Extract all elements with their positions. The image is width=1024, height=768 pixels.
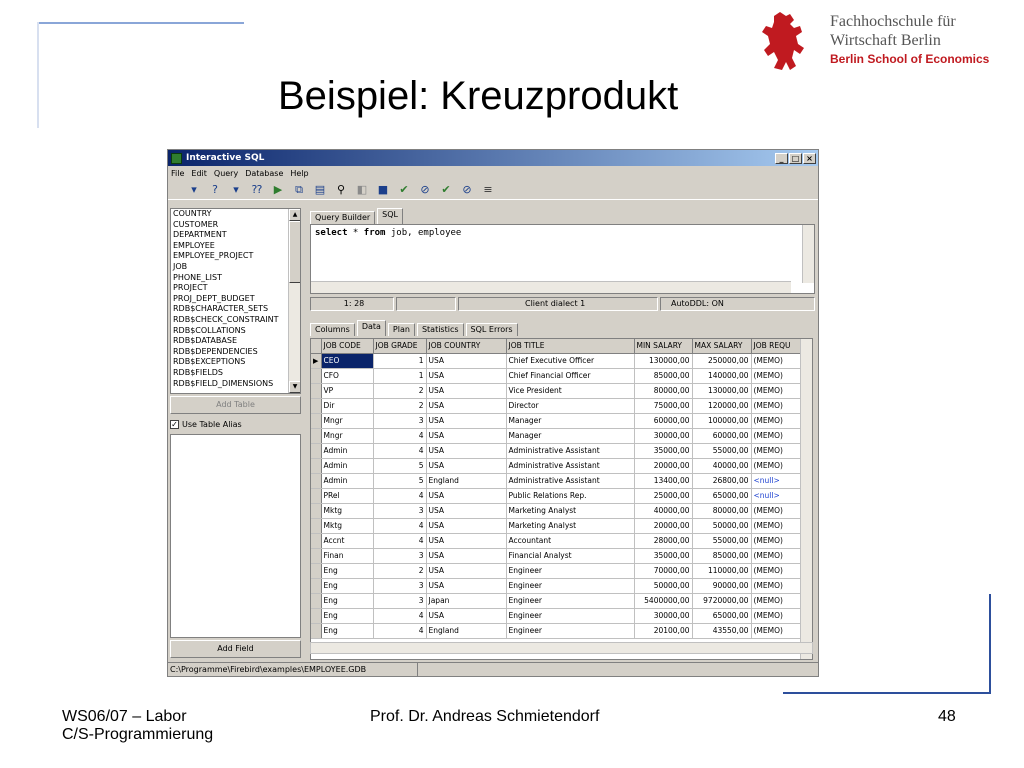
table-row[interactable] <box>311 443 801 458</box>
table-cell[interactable]: (MEMO) <box>751 533 801 548</box>
checkbox-checked-icon[interactable]: ✓ <box>171 419 178 429</box>
table-cell[interactable]: 130000,00 <box>634 353 692 368</box>
table-cell[interactable]: USA <box>426 518 506 533</box>
decorative-line-top <box>38 22 244 24</box>
table-cell[interactable]: Admin <box>321 458 373 473</box>
row-indicator <box>311 428 321 443</box>
decorative-line-bottom <box>783 692 991 694</box>
tab-data[interactable]: Data <box>357 320 386 336</box>
sql-tables: job, employee <box>385 228 462 238</box>
table-cell[interactable]: 4 <box>373 518 426 533</box>
table-list-item[interactable]: EMPLOYEE <box>173 240 215 250</box>
table-cell[interactable]: USA <box>426 398 506 413</box>
sql-editor[interactable] <box>310 224 815 294</box>
table-cell[interactable]: 25000,00 <box>634 488 692 503</box>
table-cell[interactable]: Mngr <box>321 428 373 443</box>
table-row[interactable] <box>311 623 801 638</box>
row-indicator <box>311 488 321 503</box>
table-cell[interactable]: 2 <box>373 398 426 413</box>
table-list-item[interactable]: RDB$DATABASE <box>173 336 237 346</box>
table-cell[interactable]: 1 <box>373 353 426 368</box>
table-list-item[interactable]: PHONE_LIST <box>173 272 222 282</box>
table-cell[interactable]: Administrative Assistant <box>506 473 634 488</box>
decorative-line-right <box>989 594 991 694</box>
table-cell[interactable]: USA <box>426 458 506 473</box>
row-indicator <box>311 623 321 638</box>
table-cell[interactable]: 20000,00 <box>634 518 692 533</box>
tab-columns[interactable]: Columns <box>310 323 355 336</box>
maximize-button[interactable]: □ <box>789 153 802 164</box>
footer-course <box>62 708 213 744</box>
grid-header-row <box>311 339 801 353</box>
table-row[interactable] <box>311 458 801 473</box>
berlin-bear-logo-icon <box>760 10 806 74</box>
table-cell[interactable]: (MEMO) <box>751 398 801 413</box>
row-indicator <box>311 383 321 398</box>
sql-star: * <box>347 228 364 238</box>
table-row[interactable] <box>311 428 801 443</box>
table-cell[interactable]: 3 <box>373 503 426 518</box>
table-cell[interactable]: Mktg <box>321 518 373 533</box>
table-cell[interactable]: 85000,00 <box>692 548 751 563</box>
table-cell[interactable]: USA <box>426 383 506 398</box>
table-cell[interactable]: 2 <box>373 383 426 398</box>
table-cell[interactable]: 85000,00 <box>634 368 692 383</box>
menu-file[interactable]: File <box>171 168 185 178</box>
table-row[interactable] <box>311 503 801 518</box>
tab-sql-errors[interactable]: SQL Errors <box>466 323 518 336</box>
row-indicator <box>311 413 321 428</box>
table-cell[interactable]: <null> <box>751 473 801 488</box>
table-cell[interactable]: <null> <box>751 488 801 503</box>
query-dropdown-icon[interactable]: ▾ <box>233 183 239 196</box>
table-cell[interactable]: Engineer <box>506 563 634 578</box>
window-title: Interactive SQL <box>186 153 265 163</box>
table-cell[interactable]: Administrative Assistant <box>506 443 634 458</box>
field-list[interactable] <box>170 434 301 638</box>
table-cell[interactable]: 3 <box>373 578 426 593</box>
save-icon[interactable]: ■ <box>377 183 389 196</box>
scroll-up-icon[interactable]: ▲ <box>289 209 301 221</box>
row-indicator <box>311 593 321 608</box>
table-cell[interactable]: Eng <box>321 608 373 623</box>
row-indicator <box>311 398 321 413</box>
table-cell[interactable]: England <box>426 623 506 638</box>
table-cell[interactable]: 35000,00 <box>634 443 692 458</box>
table-cell[interactable]: 3 <box>373 593 426 608</box>
menu-query[interactable]: Query <box>213 168 239 178</box>
table-list-item[interactable]: RDB$FIELD_DIMENSIONS <box>173 378 274 388</box>
table-cell[interactable]: 65000,00 <box>692 488 751 503</box>
table-list-item[interactable]: JOB <box>173 261 188 271</box>
sql-keyword-select: select <box>315 228 348 238</box>
table-cell[interactable]: 5 <box>373 473 426 488</box>
table-list-scrollbar[interactable] <box>288 209 300 393</box>
grid-corner <box>311 339 321 353</box>
row-indicator <box>311 458 321 473</box>
table-cell[interactable]: Public Relations Rep. <box>506 488 634 503</box>
table-cell[interactable]: 3 <box>373 413 426 428</box>
table-cell[interactable]: 2 <box>373 563 426 578</box>
slide-title: Beispiel: Kreuzprodukt <box>278 74 679 118</box>
table-cell[interactable]: PRel <box>321 488 373 503</box>
table-cell[interactable]: Engineer <box>506 608 634 623</box>
menu-database[interactable]: Database <box>245 168 284 178</box>
row-indicator <box>311 473 321 488</box>
decorative-line-left <box>37 22 39 128</box>
table-cell[interactable]: Japan <box>426 593 506 608</box>
table-cell[interactable]: 80000,00 <box>634 383 692 398</box>
table-cell[interactable]: Financial Analyst <box>506 548 634 563</box>
row-indicator <box>311 368 321 383</box>
add-table-button[interactable]: Add Table <box>170 396 301 414</box>
table-cell[interactable]: Admin <box>321 473 373 488</box>
editor-status-row <box>310 297 815 311</box>
table-cell[interactable]: USA <box>426 368 506 383</box>
table-cell[interactable]: CFO <box>321 368 373 383</box>
table-cell[interactable]: (MEMO) <box>751 443 801 458</box>
scroll-down-icon[interactable]: ▼ <box>289 381 301 393</box>
column-header[interactable]: MIN SALARY <box>634 339 692 353</box>
app-icon <box>171 153 182 164</box>
copy-icon[interactable]: ⧉ <box>295 182 303 196</box>
tab-sql[interactable]: SQL <box>377 208 403 224</box>
commit-icon[interactable]: ✔ <box>399 183 409 196</box>
page-number: 48 <box>938 708 956 725</box>
table-cell[interactable]: Mngr <box>321 413 373 428</box>
table-list-item[interactable]: RDB$COLLATIONS <box>173 325 246 335</box>
table-cell[interactable]: Vice President <box>506 383 634 398</box>
table-list-item[interactable]: RDB$EXCEPTIONS <box>173 357 246 367</box>
table-cell[interactable]: Admin <box>321 443 373 458</box>
table-cell[interactable]: Manager <box>506 428 634 443</box>
table-cell[interactable]: 50000,00 <box>634 578 692 593</box>
find-icon[interactable]: ⚲ <box>336 183 346 196</box>
table-cell[interactable]: 110000,00 <box>692 563 751 578</box>
table-cell[interactable]: USA <box>426 563 506 578</box>
table-cell[interactable]: Administrative Assistant <box>506 458 634 473</box>
plan-icon[interactable]: ⁇ <box>251 183 263 196</box>
table-cell[interactable]: Engineer <box>506 623 634 638</box>
table-row[interactable] <box>311 398 801 413</box>
table-cell[interactable]: CEO <box>321 353 373 368</box>
table-cell[interactable]: Accnt <box>321 533 373 548</box>
table-row[interactable] <box>311 593 801 608</box>
menu-bar <box>168 166 818 180</box>
status-empty-cell <box>396 297 456 311</box>
toolbar <box>168 180 818 200</box>
table-list[interactable] <box>170 208 301 394</box>
table-cell[interactable]: (MEMO) <box>751 578 801 593</box>
add-field-button[interactable]: Add Field <box>170 640 301 658</box>
table-cell[interactable]: USA <box>426 443 506 458</box>
table-cell[interactable]: 4 <box>373 443 426 458</box>
school-line-1: Fachhochschule für <box>830 13 956 30</box>
row-indicator <box>311 548 321 563</box>
table-list-item[interactable]: COUNTRY <box>173 209 212 218</box>
open-icon[interactable]: ◧ <box>356 183 368 196</box>
table-cell[interactable]: 60000,00 <box>692 428 751 443</box>
client-dialect: Client dialect 1 <box>458 297 658 311</box>
table-cell[interactable]: USA <box>426 578 506 593</box>
table-cell[interactable]: (MEMO) <box>751 368 801 383</box>
data-grid[interactable] <box>310 338 813 660</box>
table-cell[interactable]: 40000,00 <box>692 458 751 473</box>
table-cell[interactable]: USA <box>426 413 506 428</box>
footer-course-name: C/S-Programmierung <box>62 726 214 743</box>
table-cell[interactable]: USA <box>426 533 506 548</box>
row-indicator <box>311 443 321 458</box>
table-row[interactable] <box>311 518 801 533</box>
table-list-item[interactable]: RDB$CHARACTER_SETS <box>173 304 269 314</box>
table-row[interactable] <box>311 368 801 383</box>
table-cell[interactable]: Mktg <box>321 503 373 518</box>
table-cell[interactable]: 5400000,00 <box>634 593 692 608</box>
use-table-alias-label: Use Table Alias <box>182 419 242 429</box>
status-bar <box>168 662 818 676</box>
table-row[interactable] <box>311 563 801 578</box>
rollback-all-icon[interactable]: ⊘ <box>462 183 472 196</box>
table-cell[interactable]: 130000,00 <box>692 383 751 398</box>
options-icon[interactable]: ≡ <box>483 183 493 196</box>
use-table-alias-option[interactable] <box>170 417 301 431</box>
table-row[interactable] <box>311 533 801 548</box>
row-indicator <box>311 608 321 623</box>
table-list-item[interactable]: EMPLOYEE_PROJECT <box>173 251 254 261</box>
table-cell[interactable]: 60000,00 <box>634 413 692 428</box>
table-cell[interactable]: England <box>426 473 506 488</box>
table-cell[interactable]: Chief Executive Officer <box>506 353 634 368</box>
table-cell[interactable]: 4 <box>373 428 426 443</box>
table-list-item[interactable]: RDB$DEPENDENCIES <box>173 346 258 356</box>
minimize-button[interactable]: _ <box>775 153 788 164</box>
table-cell[interactable]: (MEMO) <box>751 503 801 518</box>
table-cell[interactable]: 28000,00 <box>634 533 692 548</box>
table-cell[interactable]: USA <box>426 428 506 443</box>
table-cell[interactable]: Eng <box>321 623 373 638</box>
table-list-item[interactable]: RDB$FIELDS <box>173 367 224 377</box>
table-cell[interactable]: VP <box>321 383 373 398</box>
table-cell[interactable]: USA <box>426 353 506 368</box>
table-cell[interactable]: 30000,00 <box>634 428 692 443</box>
column-header[interactable]: JOB CODE <box>321 339 373 353</box>
table-cell[interactable]: 35000,00 <box>634 548 692 563</box>
table-list-item[interactable]: CUSTOMER <box>173 219 219 229</box>
table-cell[interactable]: (MEMO) <box>751 458 801 473</box>
sql-keyword-from: from <box>363 228 386 238</box>
commit-all-icon[interactable]: ✔ <box>441 183 451 196</box>
table-cell[interactable]: 70000,00 <box>634 563 692 578</box>
table-cell[interactable]: Finan <box>321 548 373 563</box>
table-cell[interactable]: 120000,00 <box>692 398 751 413</box>
table-cell[interactable]: 43550,00 <box>692 623 751 638</box>
table-cell[interactable]: Dir <box>321 398 373 413</box>
interactive-sql-window <box>167 149 819 677</box>
sql-tabs <box>310 208 403 224</box>
table-cell[interactable]: (MEMO) <box>751 428 801 443</box>
table-cell[interactable]: USA <box>426 608 506 623</box>
scroll-thumb[interactable] <box>289 221 301 283</box>
school-name <box>830 12 989 69</box>
row-indicator <box>311 503 321 518</box>
table-cell[interactable]: (MEMO) <box>751 518 801 533</box>
table-cell[interactable]: 4 <box>373 608 426 623</box>
result-tabs <box>310 320 518 336</box>
paste-icon[interactable]: ▤ <box>314 183 326 196</box>
footer-semester: WS06/07 – Labor <box>62 708 187 725</box>
table-cell[interactable]: 250000,00 <box>692 353 751 368</box>
column-header[interactable]: JOB COUNTRY <box>426 339 506 353</box>
table-cell[interactable]: 90000,00 <box>692 578 751 593</box>
column-header[interactable]: MAX SALARY <box>692 339 751 353</box>
close-button[interactable]: × <box>803 153 816 164</box>
table-cell[interactable]: (MEMO) <box>751 353 801 368</box>
table-cell[interactable]: (MEMO) <box>751 623 801 638</box>
table-row[interactable] <box>311 353 801 368</box>
grid-horizontal-scrollbar[interactable] <box>310 642 813 654</box>
table-cell[interactable]: (MEMO) <box>751 563 801 578</box>
table-cell[interactable]: 4 <box>373 488 426 503</box>
table-cell[interactable]: (MEMO) <box>751 593 801 608</box>
database-path: C:\Programme\Firebird\examples\EMPLOYEE.GDB <box>168 663 418 676</box>
menu-edit[interactable]: Edit <box>191 168 207 178</box>
table-cell[interactable]: Engineer <box>506 578 634 593</box>
school-line-3: Berlin School of Economics <box>830 52 990 66</box>
rollback-icon[interactable]: ⊘ <box>420 183 430 196</box>
table-cell[interactable]: (MEMO) <box>751 383 801 398</box>
grid-vertical-scrollbar[interactable] <box>800 339 812 659</box>
table-cell[interactable]: 75000,00 <box>634 398 692 413</box>
table-row[interactable] <box>311 413 801 428</box>
table-cell[interactable]: 30000,00 <box>634 608 692 623</box>
table-cell[interactable]: 65000,00 <box>692 608 751 623</box>
table-row[interactable] <box>311 608 801 623</box>
dropdown-arrow-icon[interactable]: ▾ <box>191 183 197 196</box>
menu-help[interactable]: Help <box>290 168 309 178</box>
sql-vertical-scrollbar[interactable] <box>802 225 814 283</box>
table-cell[interactable]: Marketing Analyst <box>506 518 634 533</box>
table-cell[interactable]: Chief Financial Officer <box>506 368 634 383</box>
table-cell[interactable]: Director <box>506 398 634 413</box>
table-row[interactable] <box>311 473 801 488</box>
table-row[interactable] <box>311 578 801 593</box>
table-cell[interactable]: 55000,00 <box>692 443 751 458</box>
window-titlebar[interactable] <box>168 150 818 166</box>
table-cell[interactable]: (MEMO) <box>751 413 801 428</box>
table-cell[interactable]: 55000,00 <box>692 533 751 548</box>
table-list-item[interactable]: PROJ_DEPT_BUDGET <box>173 293 255 303</box>
column-header[interactable]: JOB REQU <box>751 339 801 353</box>
table-cell[interactable]: Eng <box>321 563 373 578</box>
autoddl-status: AutoDDL: ON <box>660 297 815 311</box>
run-icon[interactable]: ▶ <box>273 183 283 196</box>
table-cell[interactable]: Eng <box>321 578 373 593</box>
table-cell[interactable]: Engineer <box>506 593 634 608</box>
sql-horizontal-scrollbar[interactable] <box>311 281 791 293</box>
table-cell[interactable]: 80000,00 <box>692 503 751 518</box>
footer-author: Prof. Dr. Andreas Schmietendorf <box>370 708 600 725</box>
school-line-2: Wirtschaft Berlin <box>830 32 941 49</box>
table-cell[interactable]: Eng <box>321 593 373 608</box>
table-cell[interactable]: 100000,00 <box>692 413 751 428</box>
table-row[interactable] <box>311 548 801 563</box>
table-cell[interactable]: 40000,00 <box>634 503 692 518</box>
table-list-item[interactable]: PROJECT <box>173 283 208 293</box>
cursor-position: 1: 28 <box>310 297 394 311</box>
table-row[interactable] <box>311 488 801 503</box>
table-list-item[interactable]: DEPARTMENT <box>173 230 227 240</box>
table-cell[interactable]: 20100,00 <box>634 623 692 638</box>
table-cell[interactable]: USA <box>426 503 506 518</box>
tab-plan[interactable]: Plan <box>388 323 415 336</box>
table-list-item[interactable]: RDB$CHECK_CONSTRAINT <box>173 314 279 324</box>
table-row[interactable] <box>311 383 801 398</box>
sql-text <box>311 225 814 241</box>
row-indicator <box>311 563 321 578</box>
table-cell[interactable]: 4 <box>373 533 426 548</box>
table-cell[interactable]: 20000,00 <box>634 458 692 473</box>
column-header[interactable]: JOB TITLE <box>506 339 634 353</box>
table-cell[interactable]: 5 <box>373 458 426 473</box>
column-header[interactable]: JOB GRADE <box>373 339 426 353</box>
table-cell[interactable]: 4 <box>373 623 426 638</box>
row-indicator <box>311 578 321 593</box>
table-cell[interactable]: 50000,00 <box>692 518 751 533</box>
table-cell[interactable]: 9720000,00 <box>692 593 751 608</box>
table-cell[interactable]: 3 <box>373 548 426 563</box>
table-cell[interactable]: Marketing Analyst <box>506 503 634 518</box>
query-icon[interactable]: ? <box>212 183 218 196</box>
table-cell[interactable]: (MEMO) <box>751 548 801 563</box>
table-cell[interactable]: 13400,00 <box>634 473 692 488</box>
tab-statistics[interactable]: Statistics <box>417 323 464 336</box>
table-cell[interactable]: 26800,00 <box>692 473 751 488</box>
current-row-indicator-icon: ▶ <box>311 353 321 368</box>
table-cell[interactable]: 140000,00 <box>692 368 751 383</box>
row-indicator <box>311 533 321 548</box>
table-cell[interactable]: Manager <box>506 413 634 428</box>
table-cell[interactable]: USA <box>426 548 506 563</box>
table-cell[interactable]: (MEMO) <box>751 608 801 623</box>
table-cell[interactable]: USA <box>426 488 506 503</box>
tab-query-builder[interactable]: Query Builder <box>310 211 375 224</box>
table-cell[interactable]: 1 <box>373 368 426 383</box>
row-indicator <box>311 518 321 533</box>
table-cell[interactable]: Accountant <box>506 533 634 548</box>
